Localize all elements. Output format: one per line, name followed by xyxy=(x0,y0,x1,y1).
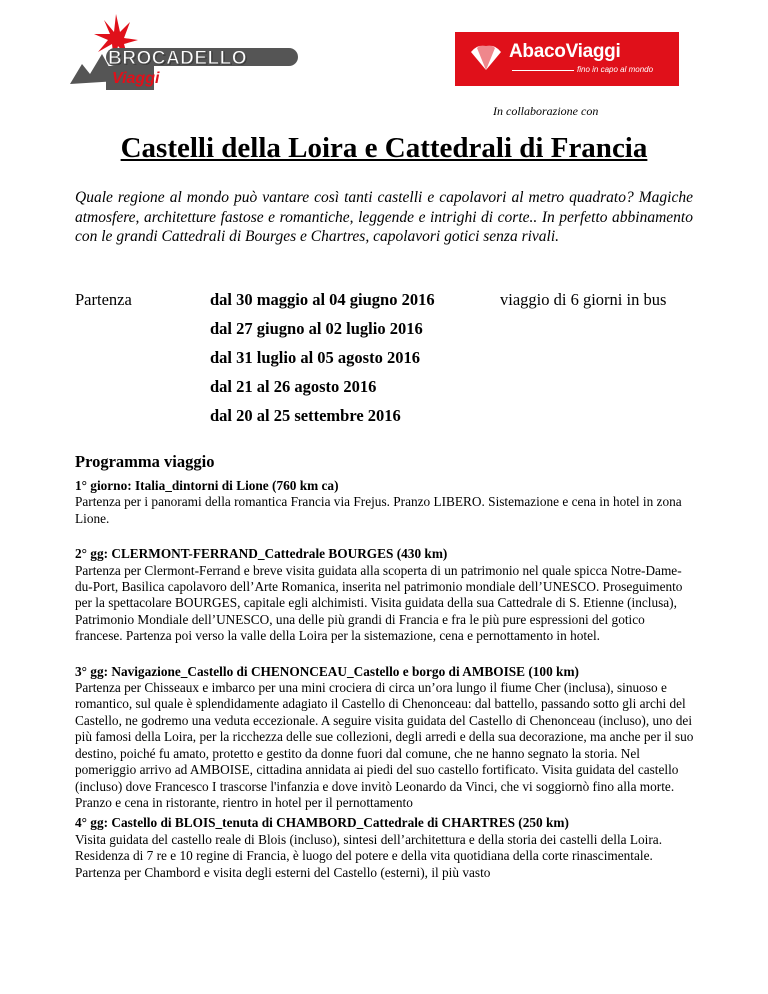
day-text: Partenza per Clermont-Ferrand e breve visita guidata alla scoperta di un patrimonio nel quale spicca Notre-Dame-du-Port, Basilica capolavoro dell’Arte Romanica, inserita nel patrimonio mondiale dell’UNESCO. Proseguimento per la spettacolare BOURGES, capitale egli alchimisti. Visita guidata della sua Cattedrale di S. Etienne (inclusa), Patrimonio Mondiale dell’UNESCO, una delle più grandi di Francia e fra le più pure espressioni del gotico francese. Partenza poi verso la valle della Loira per la sistemazione, cena e pernottamento in hotel. xyxy=(75,562,683,644)
program-title: Programma viaggio xyxy=(75,452,215,471)
departure-label: Partenza xyxy=(75,290,132,309)
trip-description: viaggio di 6 giorni in bus xyxy=(500,290,667,309)
collaboration-note: In collaborazione con xyxy=(493,104,599,118)
day-item xyxy=(75,664,695,812)
day-text: Visita guidata del castello reale di Blois (incluso), sintesi dell’architettura e della storia dei castelli della Loira. Residenza di 7 re e 10 regine di Francia, è luogo del potere e della vita quotidiana della corte rinascimentale. Partenza per Chambord e visita degli esterni del Castello (esterni), il più vasto xyxy=(75,831,663,880)
brocadello-viaggi: Viaggi xyxy=(112,70,160,87)
day-title: 1° giorno: Italia_dintorni di Lione (760 km ca) xyxy=(75,478,339,493)
abacoviaggi-name: AbacoViaggi xyxy=(509,41,621,62)
day-item xyxy=(75,815,695,881)
departure-date: dal 21 al 26 agosto 2016 xyxy=(210,377,377,396)
departure-dates xyxy=(210,290,435,435)
brocadello-name: BROCADELLO xyxy=(108,48,248,69)
day-item xyxy=(75,478,695,527)
day-item xyxy=(75,546,695,644)
departure-date: dal 31 luglio al 05 agosto 2016 xyxy=(210,348,420,367)
logo-divider xyxy=(512,70,574,71)
abacoviaggi-tagline: fino in capo al mondo xyxy=(577,65,654,74)
program-days xyxy=(75,478,695,900)
day-title: 3° gg: Navigazione_Castello di CHENONCEAU_Castello e borgo di AMBOISE (100 km) xyxy=(75,663,579,679)
day-title: 2° gg: CLERMONT-FERRAND_Cattedrale BOURGES (430 km) xyxy=(75,546,448,562)
day-text: Partenza per i panorami della romantica Francia via Frejus. Pranzo LIBERO. Sistemazione e cena in hotel in zona Lione. xyxy=(75,494,682,526)
fan-leaf-icon xyxy=(467,40,505,74)
departure-date: dal 30 maggio al 04 giugno 2016 xyxy=(210,290,435,309)
departure-date: dal 27 giugno al 02 luglio 2016 xyxy=(210,319,423,338)
departure-date: dal 20 al 25 settembre 2016 xyxy=(210,406,401,425)
day-text: Partenza per Chisseaux e imbarco per una mini crociera di circa un’ora lungo il fiume Cher (inclusa), sinuoso e romantico, sul quale è splendidamente adagiato il Castello di Chenonceau: dal battello, passando sotto gli archi del Castello, ne godremo una veduta eccezionale. A seguire visita guidata del Castello di Chenonceau (incluso), uno dei più famosi della Loira, per la ricchezza delle sue collezioni, degli arredi e della sua decorazione, ma anche per il suo destino, poiché fu amato, protetto e gestito da donne fuori dal comune, che ne hanno segnato la storia. Nel pomeriggio arrivo ad AMBOISE, cittadina annidata ai piedi del suo castello fortificato. Visita guidata del castello (incluso) dove Francesco I trascorse l'infanzia e dove invitò Leonardo da Vinci, che vi soggiornò fino alla morte. Pranzo e cena in ristorante, rientro in hotel per il pernottamento xyxy=(75,680,694,810)
abacoviaggi-logo xyxy=(455,32,679,86)
intro-paragraph: Quale regione al mondo può vantare così tanti castelli e capolavori al metro quadrato? Magiche atmosfere, architetture fastose e romantiche, leggende e intrighi di corte.. In perfetto abbinamento con le grandi Cattedrali di Bourges e Chartres, capolavori gotici senza rivali. xyxy=(75,189,693,245)
page-title: Castelli della Loira e Cattedrali di Francia xyxy=(120,132,648,164)
day-title: 4° gg: Castello di BLOIS_tenuta di CHAMBORD_Cattedrale di CHARTRES (250 km) xyxy=(75,815,569,831)
brocadello-logo xyxy=(68,14,298,94)
